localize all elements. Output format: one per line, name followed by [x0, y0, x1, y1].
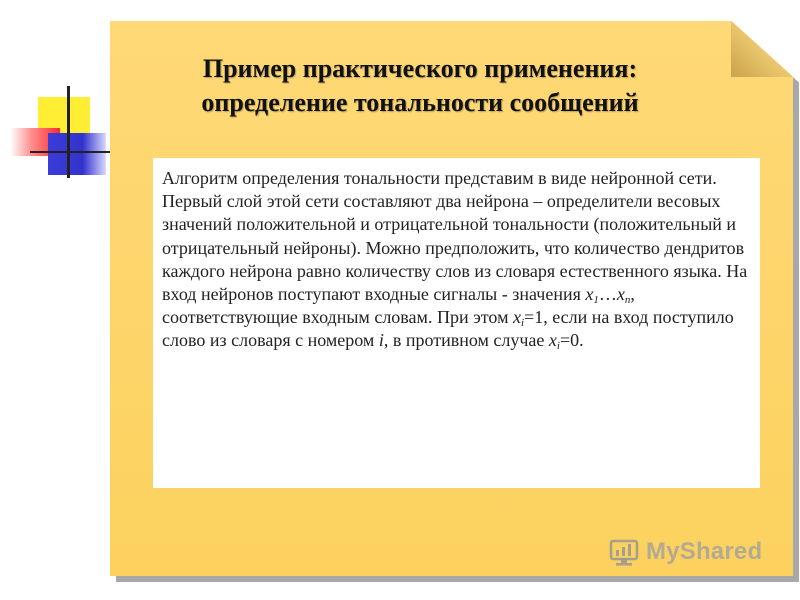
- body-text-part-1: Алгоритм определения тональности представим в виде нейронной сети. Первый слой этой сети составляют два нейрона – определители весовых значений положительной и отрицательной тональности (положительный и отрицательный нейроны). Можно предположить, что количество дендритов каждого нейрона равно количеству слов из словаря естественного языка. На вход нейронов поступают входные сигналы - значения: [162, 168, 748, 305]
- sub-n: n: [624, 294, 631, 307]
- myshared-logo-icon: [608, 537, 640, 567]
- watermark: [608, 535, 762, 569]
- body-text-part-4: , в противном случае: [383, 330, 549, 351]
- body-text-part-5: =0.: [559, 330, 584, 351]
- var-x: x: [512, 307, 521, 328]
- body-text-part-3: =1, если на вход поступило слово из словаря с номером: [162, 307, 734, 351]
- sub-1: 1: [593, 294, 599, 307]
- body-paragraph: [153, 158, 752, 353]
- var-x: x: [548, 330, 557, 351]
- var-x: x: [616, 284, 625, 305]
- watermark-text: MyShared: [646, 538, 763, 565]
- body-text-box: [153, 158, 760, 488]
- var-i: i: [378, 330, 384, 351]
- decor-vertical-line: [67, 86, 70, 178]
- slide-title: [110, 52, 730, 120]
- var-x: x: [585, 284, 594, 305]
- body-text-part-2: , соответствующие входным словам. При этом: [162, 284, 635, 328]
- ellipsis: …: [598, 284, 617, 305]
- sub-i: i: [556, 340, 560, 353]
- title-line-1: Пример практического применения:: [202, 54, 638, 83]
- decor-horizontal-line: [30, 151, 112, 153]
- sub-i: i: [520, 317, 525, 330]
- decor-blue-square: [48, 133, 106, 175]
- title-line-2: определение тональности сообщений: [201, 88, 639, 117]
